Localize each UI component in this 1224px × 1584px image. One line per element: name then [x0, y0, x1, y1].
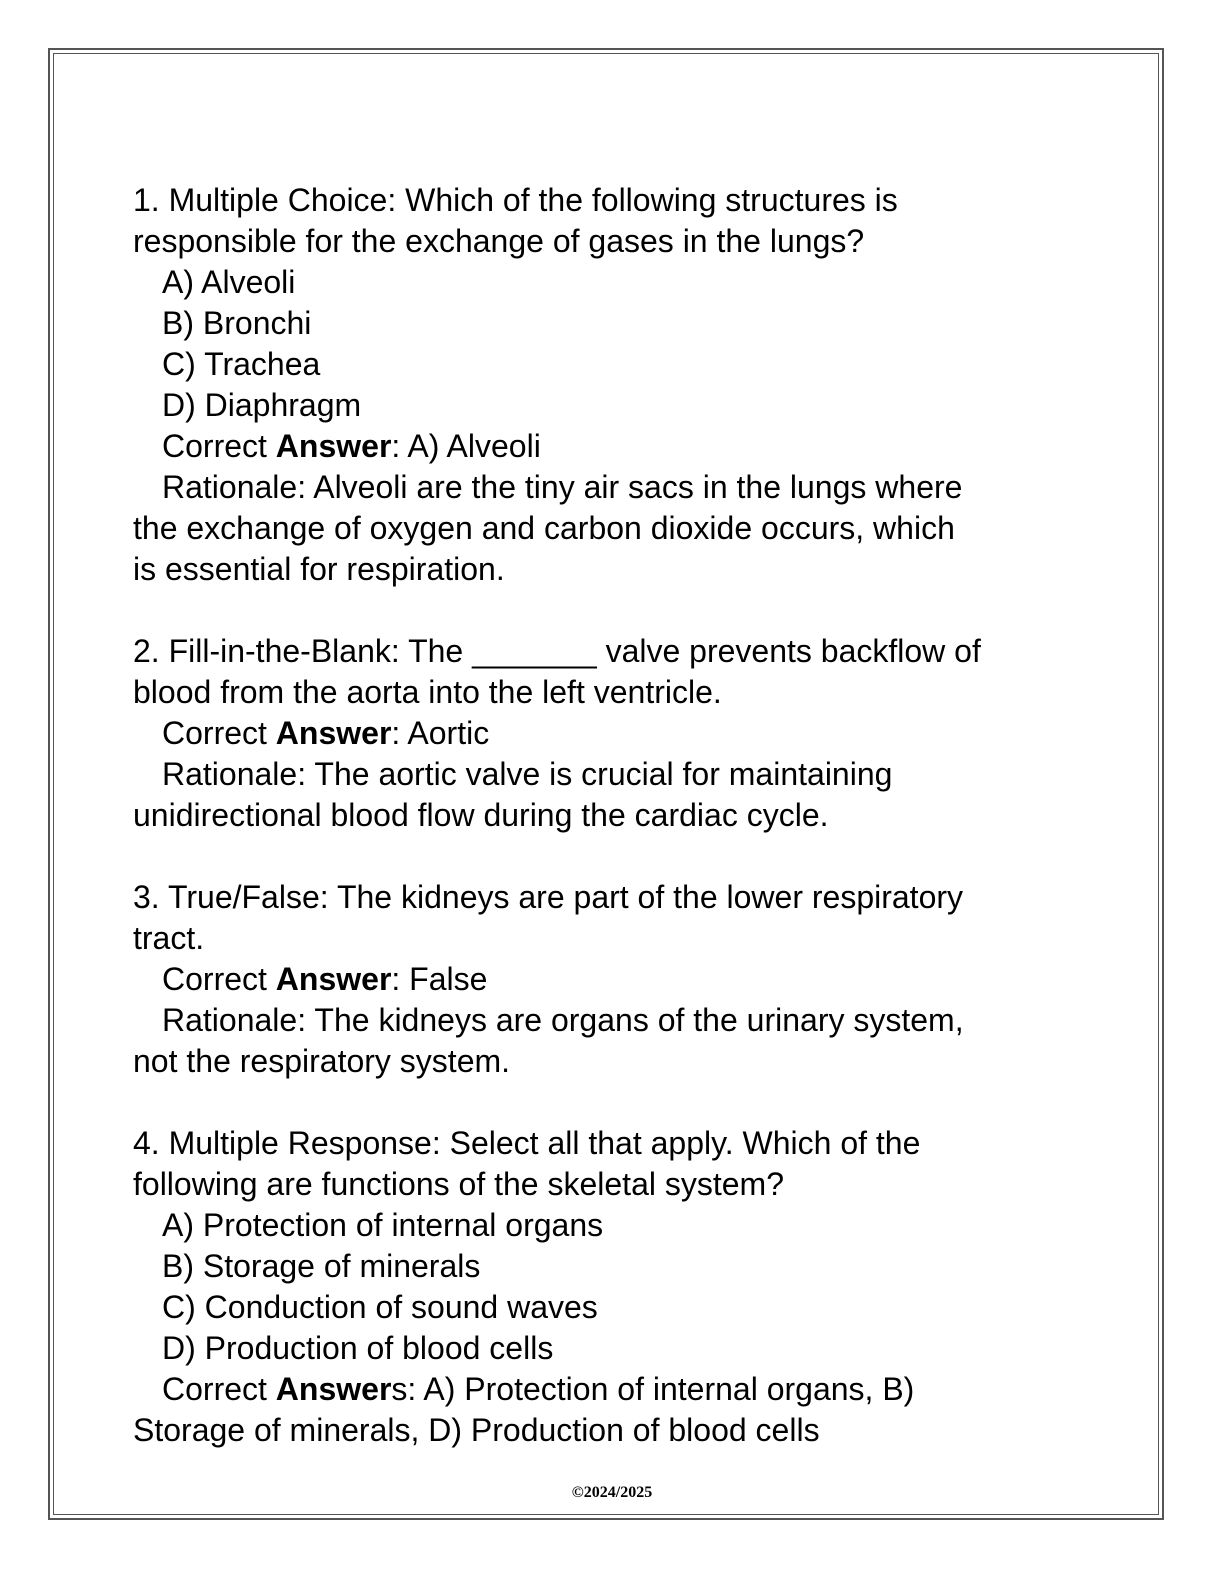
- answer-prefix: Correct: [162, 428, 276, 464]
- copyright-footer: ©2024/2025: [571, 1484, 653, 1501]
- answer-prefix: Correct: [162, 715, 276, 751]
- answer-label: Answer: [275, 1371, 392, 1407]
- option-b: B) Bronchi: [162, 305, 312, 341]
- rationale-line: Rationale: Alveoli are the tiny air sacs in the lungs where: [162, 469, 963, 505]
- answer-label: Answer: [275, 715, 392, 751]
- rationale-line: Rationale: The aortic valve is crucial for maintaining: [162, 756, 893, 792]
- rationale-line: unidirectional blood flow during the cardiac cycle.: [133, 797, 829, 833]
- question-2: [133, 631, 1093, 836]
- question-stem-line: responsible for the exchange of gases in the lungs?: [133, 223, 865, 259]
- rationale-line: is essential for respiration.: [133, 551, 505, 587]
- question-4: [133, 1123, 1093, 1451]
- option-d: D) Production of blood cells: [162, 1330, 554, 1366]
- answer-value: : Aortic: [391, 715, 490, 751]
- question-stem-line: 2. Fill-in-the-Blank: The _______ valve prevents backflow of: [133, 633, 981, 669]
- question-stem-line: blood from the aorta into the left ventricle.: [133, 674, 722, 710]
- answer-label: Answer: [275, 428, 392, 464]
- option-d: D) Diaphragm: [162, 387, 362, 423]
- answer-label: Answer: [275, 961, 392, 997]
- answer-value: s: A) Protection of internal organs, B): [391, 1371, 915, 1407]
- correct-answer: [133, 426, 1093, 467]
- correct-answer: [133, 959, 1093, 1000]
- rationale-line: the exchange of oxygen and carbon dioxide occurs, which: [133, 510, 955, 546]
- correct-answer: [133, 713, 1093, 754]
- question-list: [133, 180, 1093, 1451]
- option-c: C) Conduction of sound waves: [162, 1289, 598, 1325]
- option-b: B) Storage of minerals: [162, 1248, 481, 1284]
- rationale-line: Rationale: The kidneys are organs of the urinary system,: [162, 1002, 964, 1038]
- answer-prefix: Correct: [162, 961, 276, 997]
- option-c: C) Trachea: [162, 346, 321, 382]
- answer-value: : False: [391, 961, 488, 997]
- question-stem-line: following are functions of the skeletal system?: [133, 1166, 784, 1202]
- correct-answer: [133, 1369, 1093, 1410]
- option-a: A) Protection of internal organs: [162, 1207, 604, 1243]
- correct-answer-continued: Storage of minerals, D) Production of blood cells: [133, 1412, 820, 1448]
- rationale-line: not the respiratory system.: [133, 1043, 511, 1079]
- question-stem-line: 4. Multiple Response: Select all that apply. Which of the: [133, 1125, 921, 1161]
- option-a: A) Alveoli: [162, 264, 296, 300]
- question-stem-line: tract.: [133, 920, 205, 956]
- question-stem-line: 3. True/False: The kidneys are part of the lower respiratory: [133, 879, 964, 915]
- answer-prefix: Correct: [162, 1371, 276, 1407]
- question-stem-line: 1. Multiple Choice: Which of the following structures is: [133, 182, 898, 218]
- question-3: [133, 877, 1093, 1082]
- answer-value: : A) Alveoli: [391, 428, 541, 464]
- question-1: [133, 180, 1093, 590]
